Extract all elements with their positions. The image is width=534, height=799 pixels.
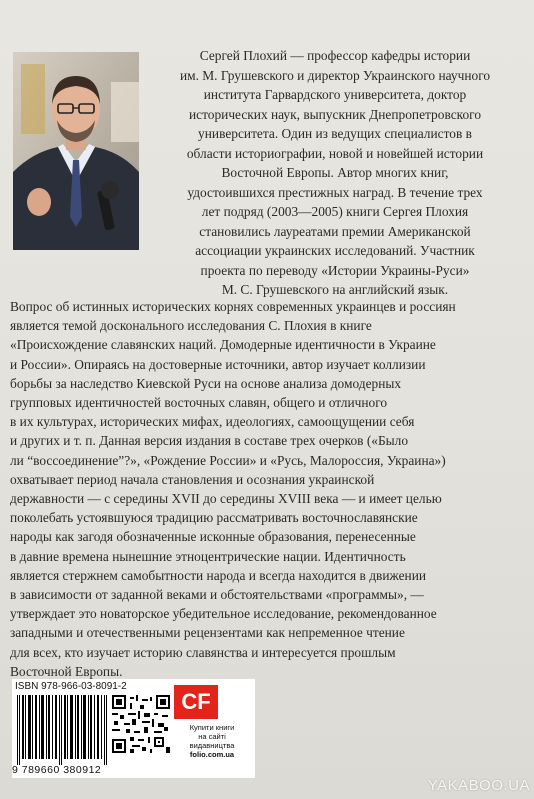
description-line: народы как загодя обозначенные исконные образования, перенесенные [10,529,416,545]
description-line: ли “воссоединение”?», «Рождение России» и «Русь, Малороссия, Украина») [10,452,446,468]
bio-line: университета. Один из ведущих специалистов в [198,126,472,141]
bio-line: им. М. Грушевского и директор Украинского научного [179,67,491,83]
barcode-panel [12,679,255,778]
promo-line: видавництва [189,741,235,750]
publisher-logo: CF [174,685,218,719]
bio-line: Сергей Плохий — профессор кафедры истории [199,48,471,63]
bio-line: М. С. Грушевского на английский язык. [221,282,449,297]
description-line: утверждает это новаторское убедительное исследование, рекомендованное [10,606,437,622]
barcode-digits: 9 789660 380912 [12,764,102,776]
qr-code [112,695,170,753]
promo-line: Купити книги [189,723,235,732]
description-line: поколебать устоявшуюся традицию рассматривать восточнославянские [10,510,418,526]
description-line: в зависимости от заданной веками и обстоятельствами «программы», — [10,587,424,603]
ean-barcode [15,695,110,765]
description-line: в их культурах, исторических мифах, идеологиях, самоощущении себя [10,414,415,430]
description-line: в давние времена нынешние этноцентрические нации. Идентичность [10,548,406,564]
author-bio [150,46,520,300]
description-line: является стержнем самобытности народа и всегда находится в движении [10,567,427,583]
promo-line: на сайті [198,732,226,741]
bio-line: проекта по переводу «Истории Украины-Руси» [200,262,470,278]
bio-line: становились лауреатами премии Американской [199,223,471,239]
bio-line: области историографии, новой и новейшей истории [186,145,484,161]
isbn-label: ISBN 978-966-03-8091-2 [15,681,127,692]
author-photo [13,52,139,250]
description-line: и других и т. п. Данная версия издания в составе трех очерков («Было [10,433,409,449]
description-line: охватывает период начала становления и осознания украинской [10,471,375,487]
description-line: Вопрос об истинных исторических корнях современных украинцев и россиян [10,299,456,314]
bio-line: института Гарвардского университета, доктор [203,87,467,102]
bio-line: ассоциации украинских исследований. Участник [195,243,475,258]
description-line: для всех, кто изучает историю славянства и интересуется прошлым [10,644,396,660]
book-description [10,297,525,681]
publisher-promo [172,723,252,759]
bio-line: удостоившихся престижных наград. В течение трех [187,184,483,200]
bio-line: исторических наук, выпускник Днепропетровского [188,106,482,122]
description-line: и России». Опираясь на достоверные источники, автор изучает коллизии [10,356,426,372]
description-line: является темой досконального исследования С. Плохия в книге [10,318,372,334]
description-line: борьбы за наследство Киевской Руси на основе анализа домодерных [10,375,402,391]
bio-line: Восточной Европы. Автор многих книг, [221,165,449,180]
watermark: YAKABOO.UA [427,777,530,794]
description-line: державности — с середины XVII до середины XVIII века — и имеет целью [10,491,442,507]
description-line: «Происхождение славянских наций. Домодерные идентичности в Украине [10,337,436,353]
description-line: Восточной Европы. [10,663,123,679]
bio-line: лет подряд (2003—2005) книги Сергея Плохия [201,204,469,219]
promo-site: folio.com.ua [189,750,235,759]
description-line: западными и отечественными рецензентами как непременное чтение [10,625,405,641]
description-line: групповых идентичностей восточных славян, общего и отличного [10,395,388,411]
